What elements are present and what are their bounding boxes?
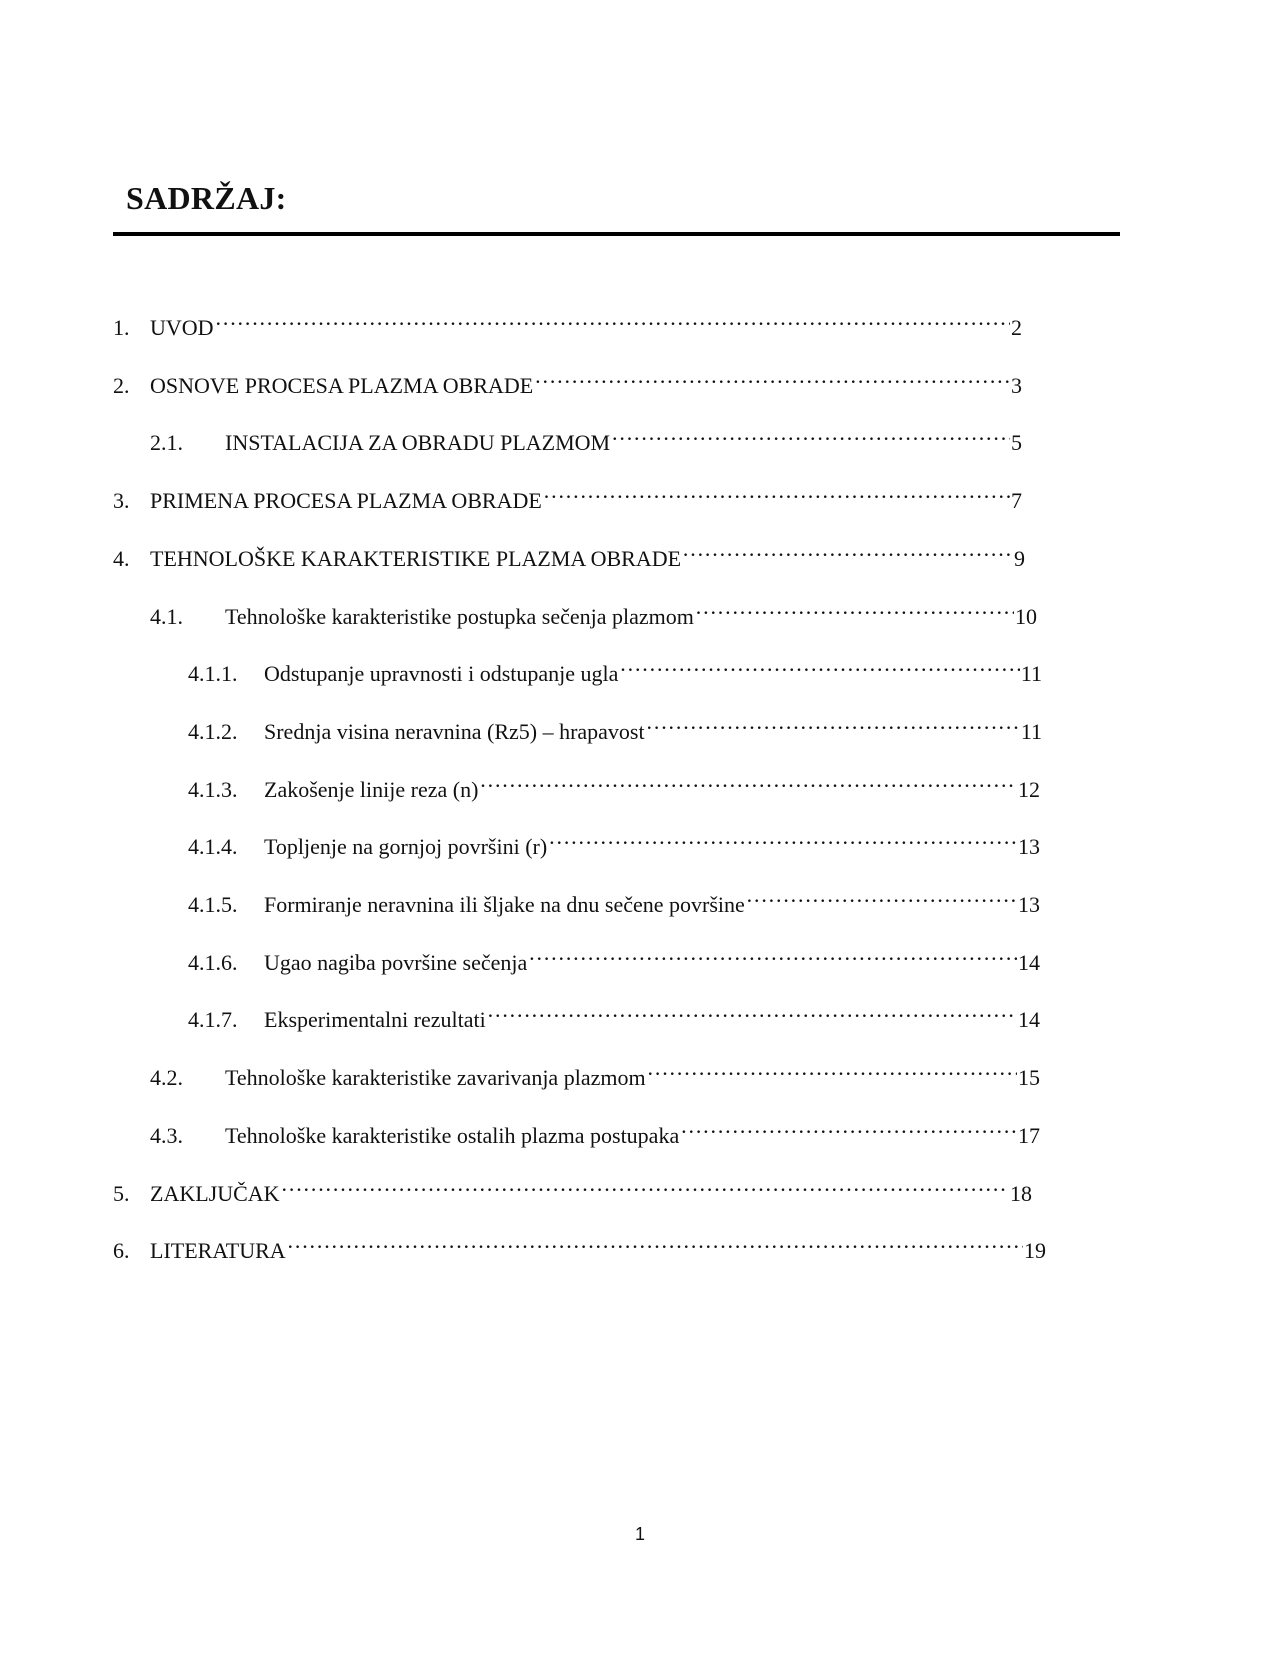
toc-entry-number: 4.1.6. xyxy=(188,949,238,975)
toc-entry-title[interactable]: Odstupanje upravnosti i odstupanje ugla xyxy=(264,661,619,687)
toc-entry[interactable] xyxy=(150,594,1037,629)
toc-entry[interactable] xyxy=(113,1228,1046,1264)
toc-entry[interactable] xyxy=(150,1055,1040,1091)
toc-entry-title[interactable]: Formiranje neravnina ili šljake na dnu sečene površine xyxy=(264,892,745,917)
toc-entry[interactable] xyxy=(113,536,1025,571)
dot-leader xyxy=(543,478,1010,508)
toc-entry[interactable] xyxy=(188,940,1040,975)
toc-entry[interactable] xyxy=(113,478,1022,514)
toc-entry[interactable] xyxy=(188,824,1040,860)
toc-entry-page[interactable]: 5 xyxy=(1011,430,1022,456)
dot-leader xyxy=(695,594,1014,624)
dot-leader xyxy=(611,420,1010,450)
toc-entry-number: 4.2. xyxy=(150,1065,183,1091)
title-divider xyxy=(113,232,1120,236)
page-number: 1 xyxy=(634,1524,645,1544)
toc-entry-page[interactable]: 3 xyxy=(1011,372,1022,398)
dot-leader xyxy=(619,651,1019,681)
dot-leader xyxy=(479,767,1017,797)
toc-entry-title[interactable]: Eksperimentalni rezultati xyxy=(264,1007,486,1033)
dot-leader xyxy=(746,882,1017,912)
toc-entry[interactable] xyxy=(188,882,1040,917)
toc-entry-page[interactable]: 2 xyxy=(1011,315,1022,340)
toc-entry-page[interactable]: 7 xyxy=(1011,488,1022,514)
toc-entry[interactable] xyxy=(150,1113,1040,1148)
toc-entry-page[interactable]: 11 xyxy=(1020,661,1042,687)
dot-leader xyxy=(647,1055,1017,1085)
toc-entry-title[interactable]: Ugao nagiba površine sečenja xyxy=(264,949,528,975)
toc-entry-number: 4.1. xyxy=(150,603,183,629)
dot-leader xyxy=(682,536,1013,566)
page-title: SADRŽAJ: xyxy=(126,180,287,216)
toc-entry[interactable] xyxy=(113,1171,1032,1206)
toc-entry[interactable] xyxy=(113,363,1022,398)
toc-entry[interactable] xyxy=(188,651,1042,687)
dot-leader xyxy=(548,824,1017,854)
toc-entry-page[interactable]: 14 xyxy=(1018,1007,1040,1033)
toc-entry-title[interactable]: INSTALACIJA ZA OBRADU PLAZMOM xyxy=(225,430,611,456)
toc-entry-title[interactable]: UVOD xyxy=(150,315,214,340)
toc-entry-number: 2.1. xyxy=(150,430,183,456)
toc-entry-number: 4.1.7. xyxy=(188,1007,238,1033)
toc-entry-number: 2. xyxy=(113,372,130,398)
toc-entry-title[interactable]: Zakošenje linije reza (n) xyxy=(264,776,479,802)
toc-entry[interactable] xyxy=(150,420,1022,456)
toc-entry-title[interactable]: Srednja visina neravnina (Rz5) – hrapavost xyxy=(264,718,645,744)
toc-entry-number: 4.1.2. xyxy=(188,718,238,744)
dot-leader xyxy=(534,363,1010,393)
toc-entry-page[interactable]: 18 xyxy=(1010,1180,1032,1206)
toc-entry-page[interactable]: 15 xyxy=(1018,1065,1040,1091)
toc-entry-number: 3. xyxy=(113,488,130,514)
toc-entry-page[interactable]: 12 xyxy=(1018,776,1040,802)
toc-entry-title[interactable]: LITERATURA xyxy=(150,1238,286,1264)
toc-entry-page[interactable]: 10 xyxy=(1015,603,1037,629)
toc-entry-title[interactable]: Topljenje na gornjoj površini (r) xyxy=(264,834,548,860)
toc-entry-number: 4.3. xyxy=(150,1122,183,1148)
toc-entry-page[interactable]: 9 xyxy=(1014,545,1025,571)
toc-entry-number: 4.1.3. xyxy=(188,776,238,802)
toc-entry-number: 4.1.5. xyxy=(188,892,238,917)
toc-entry[interactable] xyxy=(188,709,1042,744)
toc-entry[interactable] xyxy=(188,767,1040,802)
dot-leader xyxy=(487,997,1017,1027)
dot-leader xyxy=(287,1228,1023,1258)
toc-entry-number: 1. xyxy=(113,315,130,340)
toc-entry-page[interactable]: 14 xyxy=(1018,949,1040,975)
toc-entry-number: 4. xyxy=(113,545,130,571)
dot-leader xyxy=(680,1113,1017,1143)
dot-leader xyxy=(281,1171,1009,1201)
toc-entry-title[interactable]: TEHNOLOŠKE KARAKTERISTIKE PLAZMA OBRADE xyxy=(150,545,682,571)
toc-entry-number: 5. xyxy=(113,1180,130,1206)
toc-entry[interactable] xyxy=(188,997,1040,1033)
toc-entry-number: 4.1.1. xyxy=(188,661,238,687)
toc-entry-title[interactable]: PRIMENA PROCESA PLAZMA OBRADE xyxy=(150,488,542,514)
toc-entry-page[interactable]: 13 xyxy=(1018,834,1040,860)
toc-entry-number: 4.1.4. xyxy=(188,834,238,860)
toc-entry[interactable] xyxy=(113,305,1022,340)
dot-leader xyxy=(528,940,1017,970)
dot-leader xyxy=(646,709,1020,739)
toc-entry-page[interactable]: 13 xyxy=(1018,892,1040,917)
toc-entry-title[interactable]: OSNOVE PROCESA PLAZMA OBRADE xyxy=(150,372,534,398)
toc-entry-number: 6. xyxy=(113,1238,130,1264)
toc-entry-title[interactable]: Tehnološke karakteristike ostalih plazma postupaka xyxy=(225,1122,680,1148)
toc-entry-title[interactable]: Tehnološke karakteristike postupka sečenja plazmom xyxy=(225,603,694,629)
toc-entry-page[interactable]: 17 xyxy=(1018,1122,1040,1148)
toc-entry-title[interactable]: ZAKLJUČAK xyxy=(150,1180,280,1206)
toc-entry-page[interactable]: 19 xyxy=(1024,1238,1046,1264)
toc-entry-title[interactable]: Tehnološke karakteristike zavarivanja plazmom xyxy=(225,1065,646,1091)
toc-entry-page[interactable]: 11 xyxy=(1020,718,1042,744)
dot-leader xyxy=(215,305,1010,335)
